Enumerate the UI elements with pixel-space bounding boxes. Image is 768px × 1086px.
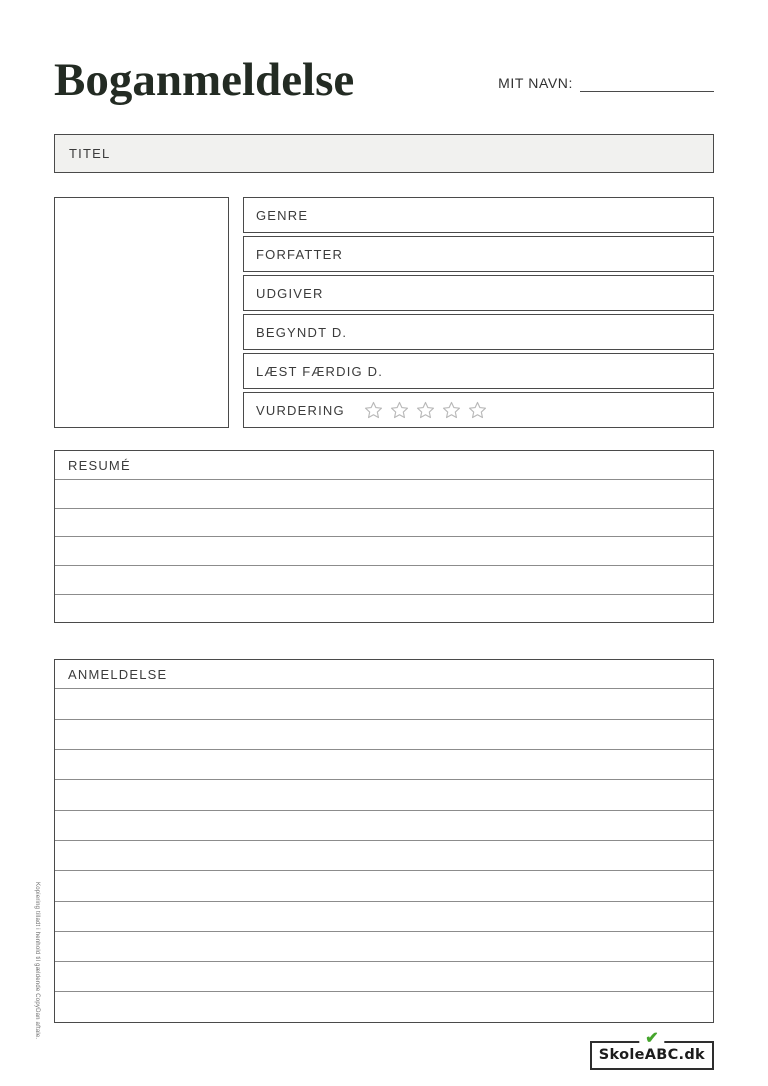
anmeldelse-header [55, 660, 713, 688]
name-field [498, 75, 714, 92]
book-info-section [54, 197, 714, 428]
resume-lines [55, 479, 713, 622]
anmeldelse-write-line[interactable] [55, 840, 713, 870]
forfatter-field[interactable] [243, 236, 714, 272]
rating-stars [363, 400, 488, 421]
book-cover-box[interactable] [54, 197, 229, 428]
forfatter-label: FORFATTER [256, 246, 344, 262]
header [54, 52, 714, 110]
logo-text: SkoleABC.dk [598, 1047, 705, 1063]
begyndt-label: BEGYNDT D. [256, 324, 348, 340]
star-icon[interactable] [389, 400, 410, 421]
begyndt-field[interactable] [243, 314, 714, 350]
anmeldelse-write-line[interactable] [55, 961, 713, 991]
resume-write-line[interactable] [55, 594, 713, 623]
anmeldelse-write-line[interactable] [55, 719, 713, 749]
page-title: Boganmeldelse [54, 54, 355, 107]
genre-field[interactable] [243, 197, 714, 233]
anmeldelse-section [54, 659, 714, 1022]
laest-faerdig-field[interactable] [243, 353, 714, 389]
title-field-label: TITEL [69, 146, 111, 161]
skoleabc-logo [590, 1030, 714, 1070]
resume-write-line[interactable] [55, 508, 713, 537]
anmeldelse-write-line[interactable] [55, 931, 713, 961]
name-write-line[interactable] [580, 77, 714, 92]
book-info-rows [243, 197, 714, 428]
resume-write-line[interactable] [55, 536, 713, 565]
vurdering-field [243, 392, 714, 428]
genre-label: GENRE [256, 207, 309, 223]
resume-header [55, 451, 713, 479]
anmeldelse-write-line[interactable] [55, 749, 713, 779]
star-icon[interactable] [363, 400, 384, 421]
anmeldelse-write-line[interactable] [55, 779, 713, 809]
anmeldelse-write-line[interactable] [55, 688, 713, 718]
anmeldelse-label: ANMELDELSE [68, 666, 168, 682]
udgiver-label: UDGIVER [256, 285, 324, 301]
resume-write-line[interactable] [55, 565, 713, 594]
anmeldelse-lines [55, 688, 713, 1021]
resume-write-line[interactable] [55, 479, 713, 508]
star-icon[interactable] [441, 400, 462, 421]
copyright-text: Kopiering tilladt i henhold til gældende CopyDan aftale. [34, 882, 40, 1040]
star-icon[interactable] [415, 400, 436, 421]
vurdering-label: VURDERING [256, 402, 345, 418]
resume-section [54, 450, 714, 623]
title-field[interactable] [54, 134, 714, 173]
udgiver-field[interactable] [243, 275, 714, 311]
laest-faerdig-label: LÆST FÆRDIG D. [256, 363, 384, 379]
star-icon[interactable] [467, 400, 488, 421]
resume-label: RESUMÉ [68, 457, 131, 473]
check-icon: ✔ [639, 1031, 664, 1047]
anmeldelse-write-line[interactable] [55, 870, 713, 900]
anmeldelse-write-line[interactable] [55, 810, 713, 840]
anmeldelse-write-line[interactable] [55, 991, 713, 1021]
anmeldelse-write-line[interactable] [55, 901, 713, 931]
name-label: MIT NAVN: [498, 74, 573, 91]
